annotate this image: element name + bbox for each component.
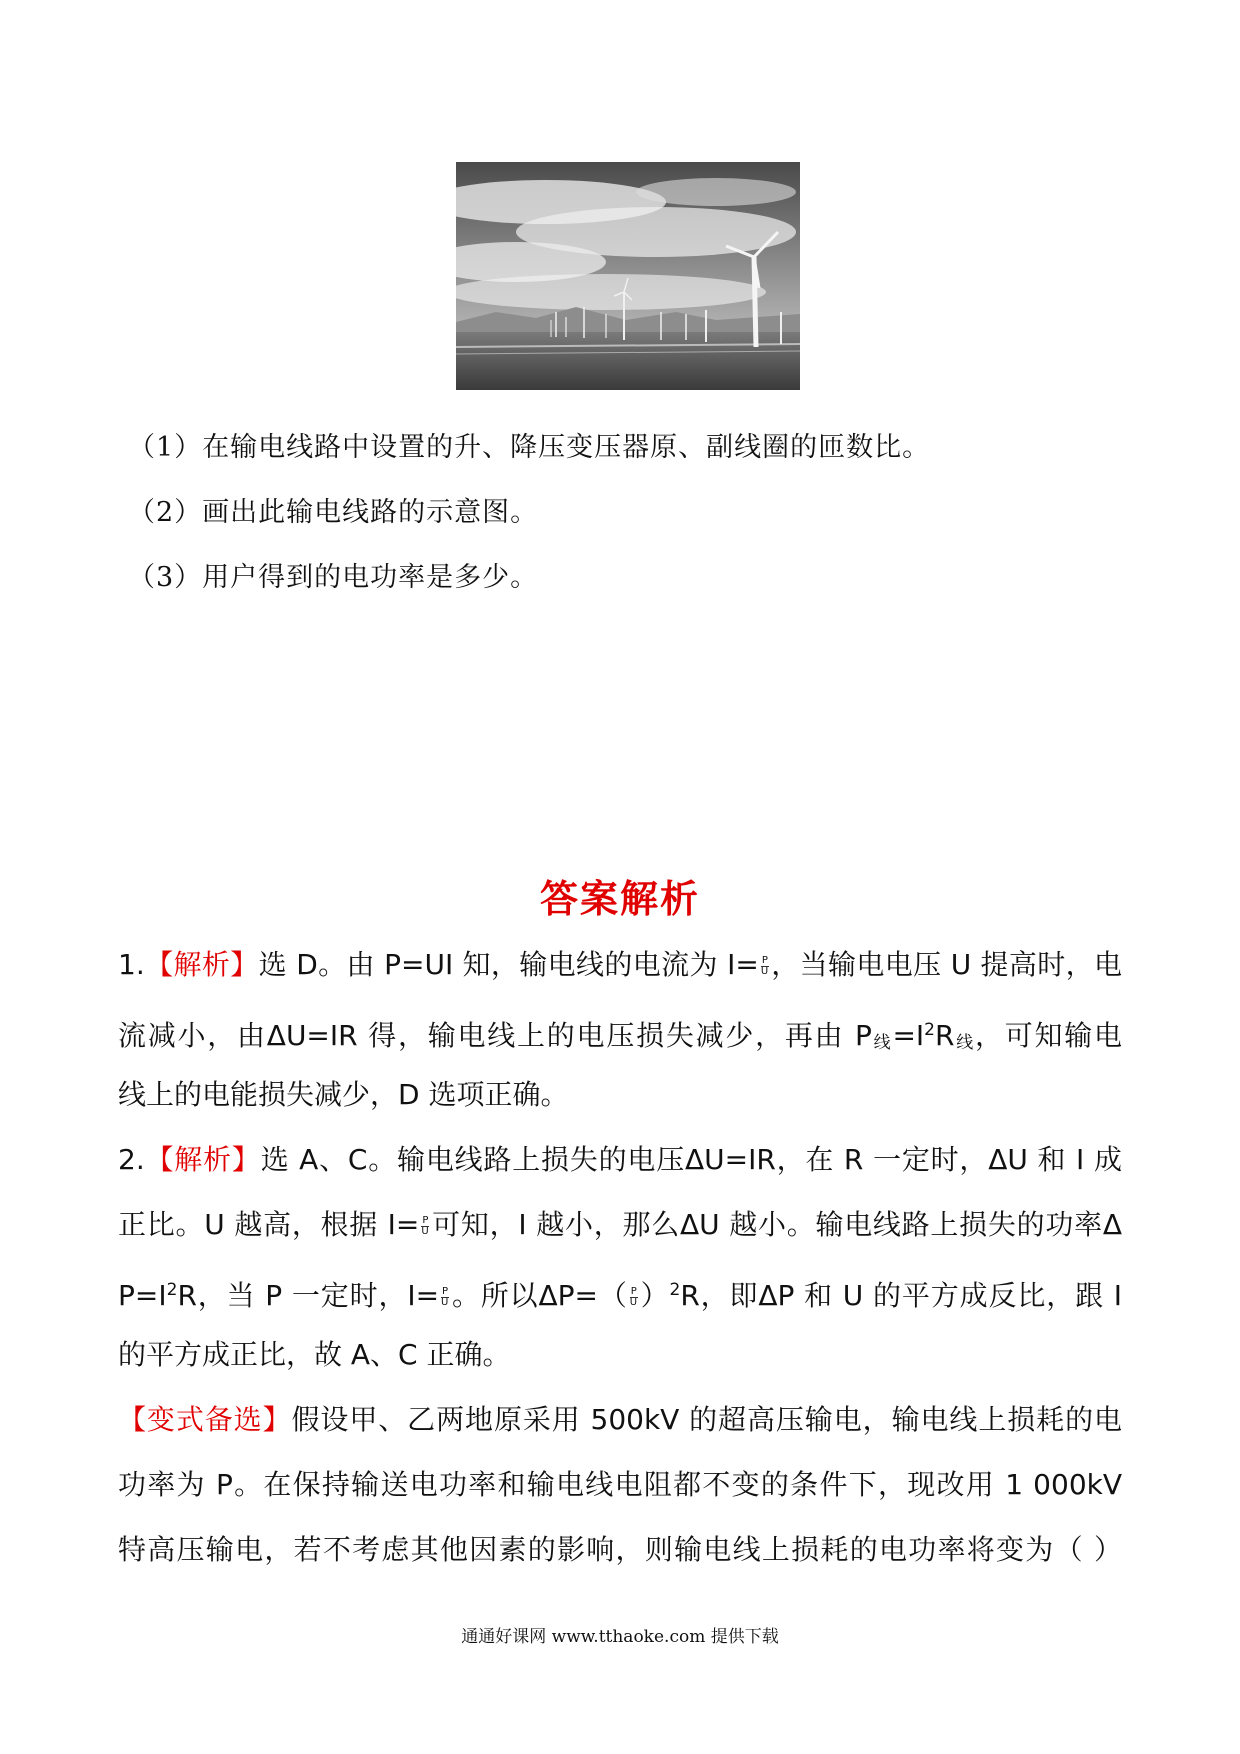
- wind-turbine-photo: [456, 162, 800, 390]
- answer-title: 答案解析: [539, 877, 700, 921]
- fraction-p-over-u: $\frac{P}{U}$: [629, 1285, 638, 1308]
- variant-line-3: 特高压输电，若不考虑其他因素的影响，则输电线上损耗的电功率将变为（ ）: [118, 1533, 1122, 1566]
- answer-1-line-2: 流减小，由ΔU=IR 得，输电线上的电压损失减少，再由 P线$=I^2R$线，可知输电: [118, 1019, 1122, 1053]
- question-2: （2）画出此输电线路的示意图。: [128, 497, 539, 528]
- question-3: （3）用户得到的电功率是多少。: [128, 562, 539, 593]
- answer-2-line-3: $P=I^2R$，当 P 一定时，I= $\frac{P}{U}$ 。所以ΔP=（ $\frac{P}{U}$ ）$^2$R，即ΔP 和 U 的平方成反比，跟 I: [118, 1279, 1122, 1312]
- question-1: （1）在输电线路中设置的升、降压变压器原、副线圈的匝数比。: [128, 432, 931, 463]
- answer-2-line-1: 2.【解析】选 A、C。输电线路上损失的电压ΔU=IR，在 R 一定时，ΔU 和 I 成: [118, 1143, 1122, 1176]
- fraction-p-over-u: $\frac{P}{U}$: [441, 1285, 449, 1308]
- answer-2-line-4: 的平方成正比，故 A、C 正确。: [118, 1338, 511, 1371]
- variant-line-2: 功率为 P。在保持输送电功率和输电线电阻都不变的条件下，现改用 1 000kV: [118, 1468, 1122, 1501]
- fraction-p-over-u: $\frac{P}{U}$: [760, 954, 769, 977]
- footer-text: 通通好课网 www.tthaoke.com 提供下载: [461, 1627, 779, 1647]
- fraction-p-over-u: $\frac{P}{U}$: [421, 1214, 429, 1237]
- answer-2-line-2: 正比。U 越高，根据 I= $\frac{P}{U}$ 可知，I 越小，那么ΔU 越小。输电线路上损失的功率Δ: [118, 1208, 1122, 1241]
- variant-line-1: 【变式备选】假设甲、乙两地原采用 500kV 的超高压输电，输电线上损耗的电: [118, 1403, 1122, 1436]
- answer-1-line-1: 1.【解析】选 D。由 P=UI 知，输电线的电流为 I= $\frac{P}{U}$ ，当输电电压 U 提高时，电: [118, 948, 1122, 981]
- answer-1-line-3: 线上的电能损失减少，D 选项正确。: [118, 1078, 569, 1111]
